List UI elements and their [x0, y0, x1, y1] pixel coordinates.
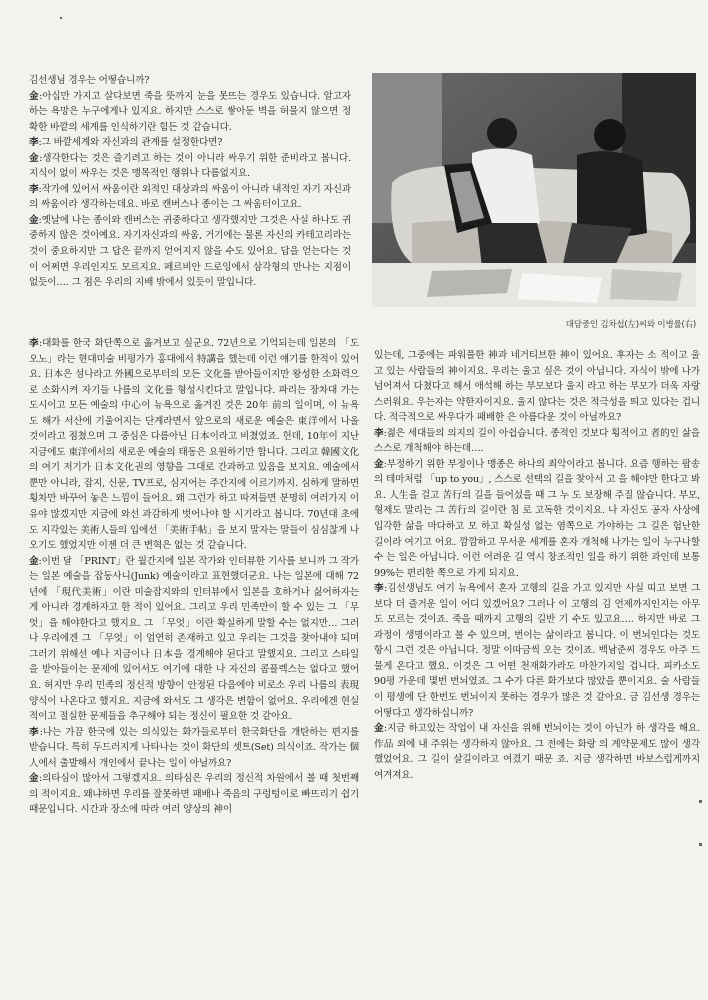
paragraph: 金:지금 하고있는 작업이 내 자신을 위해 번뇌이는 것이 아닌가 하 생각을 해요. 作品 외에 내 주위는 생각하지 않아요. 그 전에는 화랑 의 계약문제도 많이 생각했었어요. 그 길이 살길이라고 여겼기 때문 죠. 지금 생각하면 바보스럽게까지 여겨져요.	[374, 723, 700, 781]
paragraph: 李:김선생님도 여기 뉴욕에서 혼자 고행의 길을 가고 있지만 사실 띠고 보면 그보다 더 즐거운 일이 어디 있겠어요? 그러나 이 고행의 김 언제까지인지는 아무도 모르는 것이죠. 죽을 때까지 고행의 길반 기 수도 있고요…. 하지만 바로 그 과정이 생명이라고 볼 수 있으며, 번이는 삶이라고 봅니다. 이 번뇌인다는 것도 항시 그런 것은 아닙니다. 정말 이따금씩 오는 것이죠. 백남준씨 경우도 아주 드물게 온다고 했요. 이것은 그 어떤 천재화가라도 마찬가지일 겁니다. 피카소도 90평 가운데 몇번 번뇌였죠. 그 수가 다른 화가보다 많았을 뿐이지요. 술 사람들이 평생에 단 한번도 번뇌이지 못하는 경우가 많은 것 같아요. 금 김선생 경우는 어떻다고 생각하십니까?	[374, 583, 701, 719]
paragraph-text: 작가에 있어서 싸움이란 외적인 대상과의 싸움이 아니라 내적인 자기 자신과의 싸움이라 생각하는데요. 바로 캔버스나 종이는 그 싸움터이고요.	[29, 183, 351, 211]
speaker-label: 金	[374, 458, 384, 470]
edge-mark	[699, 800, 702, 803]
paragraph-text: 김선생님 경우는 어떻습니까?	[29, 75, 150, 86]
paragraph-text: 젊은 세대들의 의지의 길이 아쉽습니다. 종적인 것보다 횡적이고 者的인 삶을 스스로 개척해야 하는데….	[374, 427, 700, 455]
speaker-label: 李	[374, 583, 385, 595]
speaker-label: 金	[374, 723, 384, 735]
paragraph: 李:그 바깥세계와 자신과의 관계를 설정한다면?	[29, 137, 223, 149]
left-column-bottom	[29, 336, 359, 818]
paragraph: 金:부정하기 위한 부정이나 맹종은 하나의 죄악이라고 봅니다. 요즘 행하는 팝송의 테마처럼 「up to you」, 스스로 선택의 길을 찾아서 고 을 해야만 한다고 봐요. 人生을 걸고 苦行의 길을 들어섰을 때 그 누 도 보장해 주질 않습니다. 부모, 형제도 말리는 그 苦行의 길이란 침 로 고독한 것이지요. 나 자신도 공자 사상에 입각한 삶을 마다하고 모 하고 확실성 없는 염쪽으로 가야하는 그 길은 험난한 길이라 여기고 어요. 깜깜하고 무서운 세계를 혼자 개척해 나가는 일이 누구나할 수 는 일은 아닙니다. 이런 어려운 길 역시 창조적인 일을 하기 위한 과인데 보통 99%는 편리한 쪽으로 가게 되지요.	[374, 458, 700, 579]
left-column-top	[29, 73, 351, 291]
paragraph: 李:나는 가끔 한국에 있는 의식있는 화가들로부터 한국화단을 개탄하는 편지를 받습니다. 특히 두드러지게 나타나는 것이 화단의 셋트(Set) 의식이죠. 작가는 個人에서 출발해서 개인에서 끝나는 일이 아닐까요?	[29, 726, 359, 769]
paragraph: 金:아십만 가지고 살다보면 죽을 뜻까지 눈을 못뜨는 경우도 있습니다. 알고자 하는 욕망은 누구에게나 있지요. 하지만 스스로 쌓아둔 벽을 허물지 않으면 정확한 바깥의 세계를 인식하기란 힘든 것 같습니다.	[29, 90, 351, 133]
paragraph-text: 아십만 가지고 살다보면 죽을 뜻까지 눈을 못뜨는 경우도 있습니다. 알고자 하는 욕망은 누구에게나 있지요. 하지만 스스로 쌓아둔 벽을 허물지 않으면 정확한 바깥의 세계를 인식하기란 힘든 것 같습니다.	[29, 90, 351, 133]
speaker-label: 李	[29, 183, 39, 195]
paragraph	[374, 348, 700, 426]
speaker-label: 金	[29, 555, 39, 567]
paragraph: 李:젊은 세대들의 의지의 길이 아쉽습니다. 종적인 것보다 횡적이고 者的인 삶을 스스로 개척해야 하는데….	[374, 427, 700, 455]
interview-photo	[372, 73, 696, 307]
right-column	[374, 348, 700, 783]
paragraph-text: 나는 가끔 한국에 있는 의식있는 화가들로부터 한국화단을 개탄하는 편지를 받습니다. 특히 두드러지게 나타나는 것이 화단의 셋트(Set) 의식이죠. 작가는 個人에서 출발해서 개인에서 끝나는 일이 아닐까요?	[29, 726, 359, 769]
speaker-label: 李	[374, 427, 384, 439]
paragraph: 李:대화를 한국 화단쪽으로 옮겨보고 싶군요. 72년으로 기억되는데 일본의 「도오노」라는 현대미술 비평가가 홍대에서 特講을 했는데 이런 얘기를 한적이 있어요. 日本은 섬나라고 外國으로부터의 모든 文化를 받아들이지만 왕성한 소화력으로 소화시켜 자기들 나름의 文化를 형성시킨다고 말입니다. 파리는 장차대 가는 도시이고 모든 예술의 中心이 뉴욕으로 옮겨진 것은 20年 前의 일이며, 이 뉴욕도 해가 서산에 기울어지는 단계라면서 앞으로의 새로운 예술은 東洋에서 나올 것이라고 점쳤으며 그 중심은 다름아닌 日本이라고 비쳤었죠. 헌데, 10年이 지난 지금에도 東洋에서의 새로운 예술의 태동은 요원하기만 합니다. 그리고 韓國文化의 여기 저기가 日本文化권의 영향을 그대로 간과하고 있음을 보지요. 예술에서 뿐만 아니라, 잡지, 신문, TV프로, 심지어는 주간지에 이르기까지. 심하게 말하면 횡차만 바꾸어 놓은 느낌이 들어요. 왜 그런가 하고 따져들면 분명히 여러가지 이유야 많겠지만 지금에 와선 과감하게 벗어나야 할 시기라고 봅니다. 70년대 초에도 지각있는 美術人들의 입에선 「美術手帖」을 보지 말자는 말들이 심심찮게 나오기도 했었지만 이젠 더 큰 변혁은 없는 것 같습니다.	[29, 338, 360, 552]
paragraph: 金:생각한다는 것은 즐기려고 하는 것이 아니라 싸우기 위한 준비라고 봅니다. 지식이 없이 싸우는 것은 맹목적인 행위나 다름없지요.	[29, 152, 351, 180]
paragraph	[29, 73, 351, 89]
paragraph-text: 있는데, 그중에는 파워풀한 神과 네거티브한 神이 있어요. 후자는 소 적이고 울고 있는 사람들의 神이지요. 우리는 울고 싶은 것이 아닙니다. 자식이 밖에 나가 넘어져서 다쳤다고 해서 애석해 하는 부모보다 울지 라고 하는 부모가 더욱 자랑스러워요. 우는자는 약한자이지요. 울지 않다는 것은 적극성을 띄고 있다는 겁니다. 적극적으로 싸우다가 패배한 은 아름다운 것이 아닐까요?	[374, 350, 700, 424]
speaker-label: 金	[29, 214, 39, 226]
paragraph-text: 이번 달 「PRINT」란 월간지에 일본 작가와 인터뷰한 기사를 보니까 그 작가는 일본 예술을 잡동사니(Junk) 예술이라고 표현했더군요. 나는 일본에 대해 72년에 「現代美術」이란 미술잡지와의 인터뷰에서 일본을 호하거나 싫어하자는 게 아니라 경계하자고 한 적이 있어요. 그리고 우리 민족만이 할 수 있는 그 「무엇」을 해야한다고 했지요. 그 「무엇」이란 확실하게 말할 수는 없지만… 그러나 우리에겐 그 「무엇」이 엄연히 존재하고 있고 우리는 그것을 찾아내야 되며 그러기 위해선 예나 지금이나 日本을 경계해야 된다고 말했지요. 그리고 스타일을 받아들이는 문제에 있어서도 여기에 대한 나 자신의 콤플렉스는 없다고 했어요. 허지만 우리 민족의 정신적 방향이 안정된 다음에야 비로소 우리 나름의 表現양식이 나온다고 했지요. 지금에 와서도 그 생각은 변함이 없어요. 우리에겐 현실적이고 절실한 문제들을 추구해야 되는 정신이 필요한 것 같아요.	[29, 555, 359, 723]
speaker-label: 李	[29, 726, 40, 738]
paragraph: 金:옛날에 나는 종이와 캔버스는 귀중하다고 생각했지만 그것은 사실 하나도 귀중하지 않은 것이예요. 자기자신과의 싸움, 거기에는 물론 자신의 카테고리라는 것이 중요하지만 그 답은 끝까지 얻어지지 않을 수도 있어요. 답을 얻는다는 것이 어쩌면 우리인지도 모르지요. 페르비안 드로잉에서 삼각형의 만나는 지점이 없듯이…. 그 점은 우리의 지배 밖에서 있듯이 말입니다.	[29, 214, 351, 289]
paragraph-text: 그 바깥세계와 자신과의 관계를 설정한다면?	[41, 137, 223, 149]
edge-mark	[699, 843, 702, 846]
speaker-label: 金	[29, 90, 40, 102]
speaker-label: 李	[29, 137, 39, 149]
paragraph-text: 의타심이 많아서 그렇겠지요. 의타심은 우리의 정신적 차원에서 볼 때 첫번째의 적이지요. 왜냐하면 우리를 잘못하면 패배나 죽음의 구렁텅이로 빠뜨리기 쉽기 때문입니다. 시간과 장소에 따라 여러 양상의 神이	[29, 773, 359, 816]
paragraph-text: 대화를 한국 화단쪽으로 옮겨보고 싶군요. 72년으로 기억되는데 일본의 「도오노」라는 현대미술 비평가가 홍대에서 特講을 했는데 이런 얘기를 한적이 있어요. 日本은 섬나라고 外國으로부터의 모든 文化를 받아들이지만 왕성한 소화력으로 소화시켜 자기들 나름의 文化를 형성시킨다고 말입니다. 파리는 장차대 가는 도시이고 모든 예술의 中心이 뉴욕으로 옮겨진 것은 20年 前의 일이며, 이 뉴욕도 해가 서산에 기울어지는 단계라면서 앞으로의 새로운 예술은 東洋에서 나올 것이라고 점쳤으며 그 중심은 다름아닌 日本이라고 비쳤었죠. 헌데, 10年이 지난 지금에도 東洋에서의 새로운 예술의 태동은 요원하기만 합니다. 그리고 韓國文化의 여기 저기가 日本文化권의 영향을 그대로 간과하고 있음을 보지요. 예술에서 뿐만 아니라, 잡지, 신문, TV프로, 심지어는 주간지에 이르기까지. 심하게 말하면 횡차만 바꾸어 놓은 느낌이 들어요. 왜 그런가 하고 따져들면 분명히 여러가지 이유야 많겠지만 지금에 와선 과감하게 벗어나야 할 시기라고 봅니다. 70년대 초에도 지각있는 美術人들의 입에선 「美術手帖」을 보지 말자는 말들이 심심찮게 나오기도 했었지만 이젠 더 큰 변혁은 없는 것 같습니다.	[29, 338, 360, 552]
paragraph-text: 부정하기 위한 부정이나 맹종은 하나의 죄악이라고 봅니다. 요즘 행하는 팝송의 테마처럼 「up to you」, 스스로 선택의 길을 찾아서 고 을 해야만 한다고 봐요. 人生을 걸고 苦行의 길을 들어섰을 때 그 누 도 보장해 주질 않습니다. 부모, 형제도 말리는 그 苦行의 길이란 침 로 고독한 것이지요. 나 자신도 공자 사상에 입각한 삶을 마다하고 모 하고 확실성 없는 염쪽으로 가야하는 그 길은 험난한 길이라 여기고 어요. 깜깜하고 무서운 세계를 혼자 개척해 나가는 일이 누구나할 수 는 일은 아닙니다. 이런 어려운 길 역시 창조적인 일을 하기 위한 과인데 보통 99%는 편리한 쪽으로 가게 되지요.	[374, 458, 700, 579]
paragraph-text: 생각한다는 것은 즐기려고 하는 것이 아니라 싸우기 위한 준비라고 봅니다. 지식이 없이 싸우는 것은 맹목적인 행위나 다름없지요.	[29, 152, 351, 180]
paragraph-text: 옛날에 나는 종이와 캔버스는 귀중하다고 생각했지만 그것은 사실 하나도 귀중하지 않은 것이예요. 자기자신과의 싸움, 거기에는 물론 자신의 카테고리라는 것이 중요하지만 그 답은 끝까지 얻어지지 않을 수도 있어요. 답을 얻는다는 것이 어쩌면 우리인지도 모르지요. 페르비안 드로잉에서 삼각형의 만나는 지점이 없듯이…. 그 점은 우리의 지배 밖에서 있듯이 말입니다.	[29, 214, 351, 289]
photo-caption: 대담중인 김차섭(左)씨와 이병률(右)	[565, 320, 696, 330]
paragraph-text: 지금 하고있는 작업이 내 자신을 위해 번뇌이는 것이 아닌가 하 생각을 해요. 作品 외에 내 주위는 생각하지 않아요. 그 전에는 화랑 의 계약문제도 많이 생각했었어요. 그 길이 살길이라고 여겼기 때문 죠. 지금 생각하면 바보스럽게까지 여겨져요.	[374, 723, 700, 781]
paragraph-text: 김선생님도 여기 뉴욕에서 혼자 고행의 길을 가고 있지만 사실 띠고 보면 그보다 더 즐거운 일이 어디 있겠어요? 그러나 이 고행의 김 언제까지인지는 아무도 모르는 것이죠. 죽을 때까지 고행의 길반 기 수도 있고요…. 하지만 바로 그 과정이 생명이라고 볼 수 있으며, 번이는 삶이라고 봅니다. 이 번뇌인다는 것도 항시 그런 것은 아닙니다. 정말 이따금씩 오는 것이죠. 백남준씨 경우도 아주 드물게 온다고 했요. 이것은 그 어떤 천재화가라도 마찬가지일 겁니다. 피카소도 90평 가운데 몇번 번뇌였죠. 그 수가 다른 화가보다 많았을 뿐이지요. 술 사람들이 평생에 단 한번도 번뇌이지 못하는 경우가 많은 것 같아요. 금 김선생 경우는 어떻다고 생각하십니까?	[374, 583, 701, 719]
paragraph: 金:의타심이 많아서 그렇겠지요. 의타심은 우리의 정신적 차원에서 볼 때 첫번째의 적이지요. 왜냐하면 우리를 잘못하면 패배나 죽음의 구렁텅이로 빠뜨리기 쉽기 때문입니다. 시간과 장소에 따라 여러 양상의 神이	[29, 773, 359, 816]
paragraph: 李:작가에 있어서 싸움이란 외적인 대상과의 싸움이 아니라 내적인 자기 자신과의 싸움이라 생각하는데요. 바로 캔버스나 종이는 그 싸움터이고요.	[29, 183, 351, 211]
page-speck	[60, 17, 62, 19]
speaker-label: 李	[29, 338, 40, 349]
speaker-label: 金	[29, 152, 40, 164]
paragraph: 金:이번 달 「PRINT」란 월간지에 일본 작가와 인터뷰한 기사를 보니까 그 작가는 일본 예술을 잡동사니(Junk) 예술이라고 표현했더군요. 나는 일본에 대해 72년에 「現代美術」이란 미술잡지와의 인터뷰에서 일본을 호하거나 싫어하자는 게 아니라 경계하자고 한 적이 있어요. 그리고 우리 민족만이 할 수 있는 그 「무엇」을 해야한다고 했지요. 그 「무엇」이란 확실하게 말할 수는 없지만… 그러나 우리에겐 그 「무엇」이 엄연히 존재하고 있고 우리는 그것을 찾아내야 되며 그러기 위해선 예나 지금이나 日本을 경계해야 된다고 말했지요. 그리고 스타일을 받아들이는 문제에 있어서도 여기에 대한 나 자신의 콤플렉스는 없다고 했어요. 허지만 우리 민족의 정신적 방향이 안정된 다음에야 비로소 우리 나름의 表現양식이 나온다고 했지요. 지금에 와서도 그 생각은 변함이 없어요. 우리에겐 현실적이고 절실한 문제들을 추구해야 되는 정신이 필요한 것 같아요.	[29, 555, 359, 723]
speaker-label: 金	[29, 773, 40, 785]
